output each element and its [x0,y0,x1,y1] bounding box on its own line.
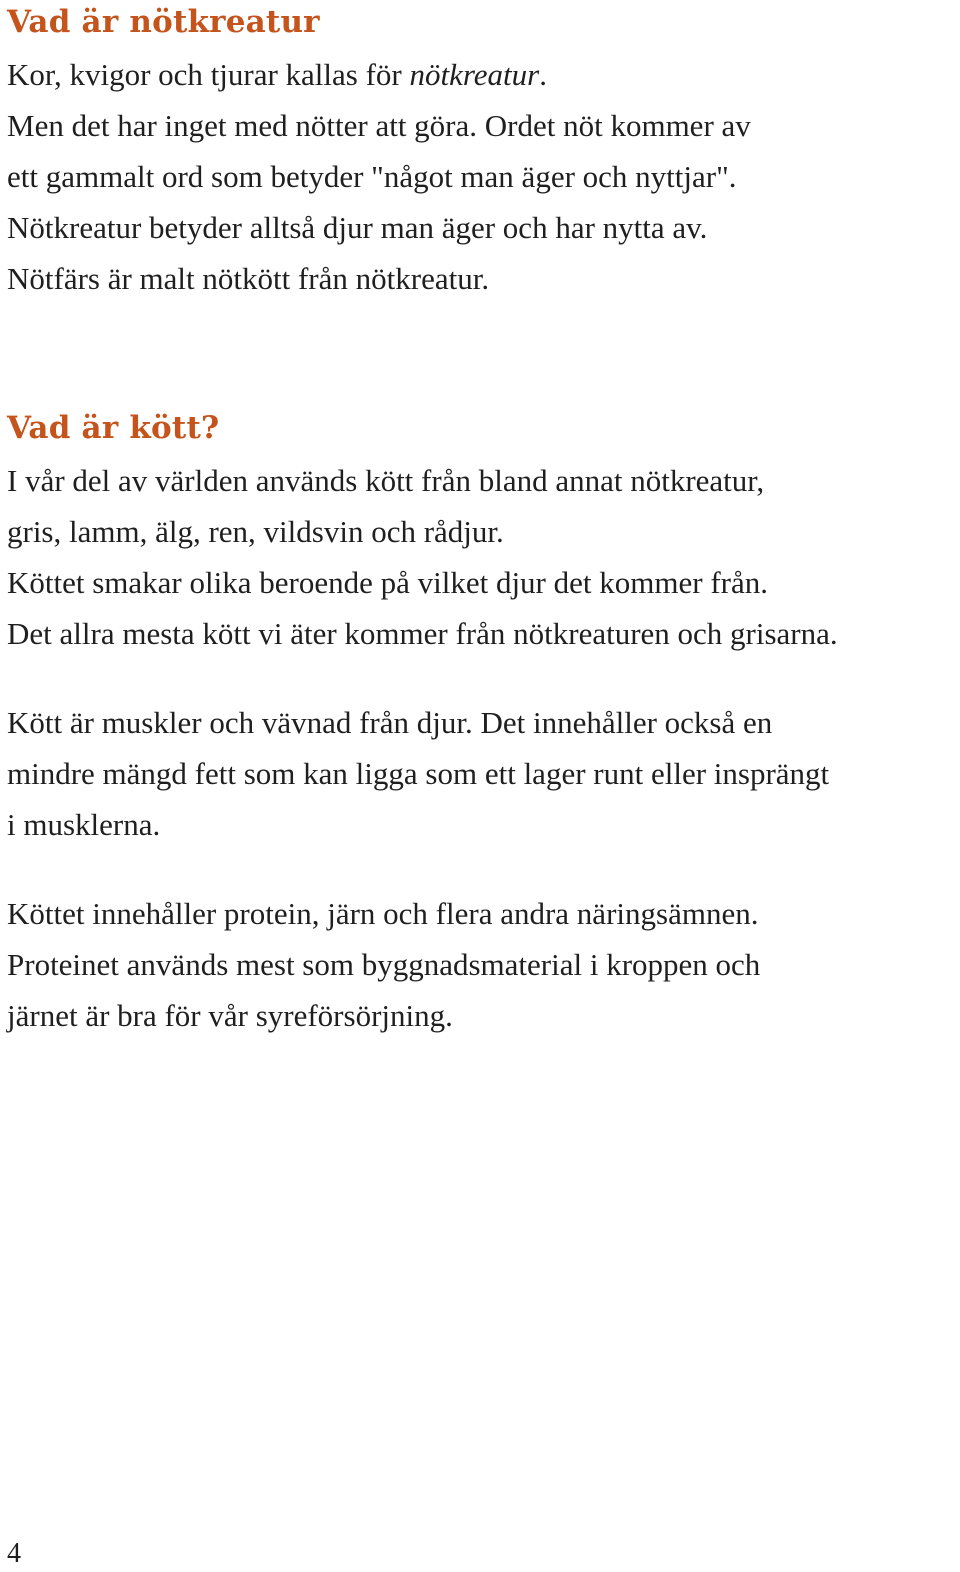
section-heading-kott: Vad är kött? [7,410,220,446]
paragraph-line: Proteinet används mest som byggnadsmaterial i kroppen och [7,947,761,982]
paragraph-line: Köttet smakar olika beroende på vilket djur det kommer från. [7,565,768,600]
paragraph-line: mindre mängd fett som kan ligga som ett lager runt eller insprängt [7,756,830,791]
paragraph-line: gris, lamm, älg, ren, vildsvin och rådjur. [7,514,504,549]
section-kott-paragraph-3 [7,888,760,1041]
paragraph-line: Nötkreatur betyder alltså djur man äger och har nytta av. [7,210,708,245]
paragraph-line: Kött är muskler och vävnad från djur. Det innehåller också en [7,705,773,740]
section-kott-paragraph-1 [7,455,838,659]
paragraph-line: Nötfärs är malt nötkött från nötkreatur. [7,261,490,296]
paragraph-line: järnet är bra för vår syreförsörjning. [7,998,453,1033]
paragraph-line: Köttet innehåller protein, järn och flera andra näringsämnen. [7,896,759,931]
paragraph-line: ett gammalt ord som betyder "något man äger och nyttjar". [7,159,737,194]
text-span: Kor, kvigor och tjurar kallas för [7,57,410,92]
section-heading-notkreatur: Vad är nötkreatur [7,4,320,40]
paragraph-line: I vår del av världen används kött från bland annat nötkreatur, [7,463,765,498]
text-span: . [539,57,547,92]
italic-term: nötkreatur [409,57,540,92]
section-notkreatur-paragraph [7,49,751,304]
paragraph-line: Det allra mesta kött vi äter kommer från nötkreaturen och grisarna. [7,616,838,651]
section-kott-paragraph-2 [7,697,829,850]
paragraph-line: Men det har inget med nötter att göra. Ordet nöt kommer av [7,108,751,143]
paragraph-line [7,49,751,100]
paragraph-line: i musklerna. [7,807,161,842]
page-number: 4 [7,1538,21,1569]
